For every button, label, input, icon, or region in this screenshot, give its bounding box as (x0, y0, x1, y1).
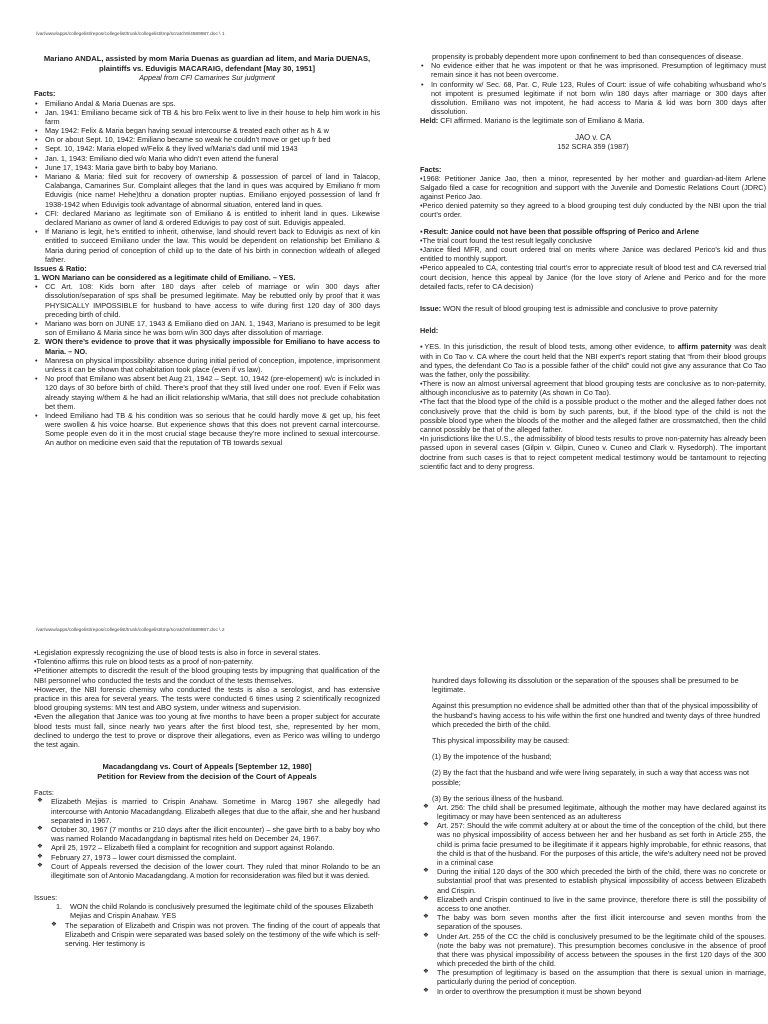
list-item: ❖ April 25, 1972 – Elizabeth filed a complaint for recognition and support against Rolando. (34, 843, 380, 852)
impossibility-cause-1: (1) By the impotence of the husband; (432, 752, 552, 762)
issues-label-macadangdang: Issues: (34, 893, 58, 903)
jao-continued-item: •Even the allegation that Janice was too young at five months to have been a proper subject for accurate blood tests must fall, since nearly two years after the first blood test, she, represented by her mom, declined to undergo the test to prove or disprove their allegations, even as Perico was willing to undergo the test again. (34, 712, 380, 749)
list-item: ❖ During the initial 120 days of the 300 which preceded the birth of the child, there was no concrete or substantial proof that was presented to establish physical impossibility of access between Elizabeth and Crispin. (420, 867, 766, 895)
jao-continued-item: •However, the NBI forensic chemisy who conducted the tests is also a serologist, and has extensive practice in this area for several years. The tests were conducted 6 times using 2 scientifically recognized blood grouping systems: MN test and ABO system, under witness and supervision. (34, 684, 380, 713)
list-item: • May 1942: Felix & Maria began having sexual intercourse & treated each other as h & w (34, 126, 380, 135)
jao-continued-item: •Tolentino affirms this rule on blood tests as a proof of non-paternity. (34, 657, 254, 667)
articles-list (420, 803, 766, 996)
facts-label: Facts: (34, 89, 56, 99)
page-header-path: /var/www/apps/collegelist/repos/collegelist/trunk/collegelist/tmp/scratch9/4589987.doc \ 1 (36, 32, 225, 37)
issue-jao (420, 304, 766, 313)
page-header-path: /var/www/apps/collegelist/repos/collegelist/trunk/collegelist/tmp/scratch9/4589987.doc \ 2 (36, 628, 225, 633)
facts-list-macadangdang (34, 797, 380, 880)
list-item: • Jan. 1, 1943: Emiliano died w/o Maria who didn’t even attend the funeral (34, 154, 380, 163)
page1-right-column (420, 52, 766, 471)
impossibility-intro: This physical impossibility may be caused: (432, 735, 570, 745)
case-title-macadangdang: Macadangdang vs. Court of Appeals [September 12, 1980] (102, 762, 312, 772)
list-item: • Sept. 10, 1942: Maria eloped w/Felix & they lived w/Maria’s dad until mid 1943 (34, 144, 380, 153)
list-item: ❖ The presumption of legitimacy is based on the assumption that there is sexual union in marriage, particularly during the period of conception. (420, 968, 766, 986)
list-item: • In conformity w/ Sec. 68, Par. C, Rule 123, Rules of Court: issue of wife cohabiting w/husband who’s not impotent is presumed legitimate if not born w/in 180 days after marriage or 300 days after dissolution. Emiliano was not impotent, he had access to Maria & kid was born 300 days after dissolution. (420, 80, 766, 117)
held-jao-part-b: was dealt with in Co Tao v. CA where the court held that the NBI expert’s report stating that “from their blood groups and types, the defendant Co Tao is a possible father of the child” could not give any assurance that Co Tao was the father, only the possibility. (420, 342, 766, 379)
held-label-jao: Held: (420, 326, 439, 336)
facts-label-macadangdang: Facts: (34, 788, 54, 798)
list-item: ❖ Art. 256: The child shall be presumed legitimate, although the mother may have declared against its legitimacy or may have been sentenced as an adulteress (420, 803, 766, 821)
issue-1-heading: 1. WON Mariano can be considered as a legitimate child of Emiliano. – YES. (34, 273, 296, 283)
case-title-andal: Mariano ANDAL, assisted by mom Maria Duenas as guardian ad litem, and Maria DUENAS, plaintiffs vs. Eduvigis MACARAIG, defendant [May 30, 1951] (43, 54, 371, 73)
page2-right-column (420, 676, 766, 996)
list-item: ❖ Elizabeth and Crispin continued to live in the same province, therefore there is still the possibility of access to one another. (420, 895, 766, 913)
held-item: •In jurisdictions like the U.S., the admissibility of blood tests results to prove non-paternity has already been passed upon in several cases (Gilpin v. Gilpin, Cuneo v. Cuneo and Clark v. Rysedorph). The important doctrine from such cases is that to reject competent medical testimony would be tantamount to rejecting scientific fact and to deny progress. (420, 434, 766, 471)
andal-continued-list (420, 61, 766, 116)
list-item: • Indeed Emiliano had TB & his condition was so serious that he could hardly move & get up, his feet were swollen & his voice hoarse. But experience shows that this does not prevent carnal intercourse. Some people even do it in the most crucial stage because they’re more inclined to sexual intercourse. An author on medicine even said that the reputation of TB towards sexual (34, 411, 380, 448)
article-255-rebuttal: Against this presumption no evidence shall be admitted other than that of the physical impossibility of the husband’s having access to his wife within the first one hundred and twenty days of three hundred which preceded the birth of the child. (432, 701, 761, 729)
list-item: • CFI: declared Mariano as legitimate son of Emiliano & is entitled to inherit land in ques. Likewise declared Mariano as owner of land & ordered Eduvigis to pay cost of suit. Eduvigis appealed. (34, 209, 380, 227)
held-item: •There is now an almost universal agreement that blood grouping tests are conclusive as to non-paternity, although inconclusive as to paternity (As shown in Co Tao). (420, 379, 766, 398)
list-item: • Manresa on physical impossibility: absence during initial period of conception, impotence, imprisonment unless it can be shown that cohabitation took place (even if vs law). (34, 356, 380, 374)
issue-2-heading (34, 337, 380, 355)
held-item: •The fact that the blood type of the child is a possible product o the mother and the alleged father does not conclusively prove that the child is born by such parents, but, if the blood type of the child is not the possible blood type when the bloods of the mother and the alleged father are crossmatched, then the child cannot possibly be that of the alleged father. (420, 397, 766, 434)
result-label: ▪ Result: (420, 227, 448, 236)
result-item: •Janice filed MFR, and court ordered trial on merits where Janice was declared Perico’s kid and thus entitled to monthly support. (420, 245, 766, 264)
list-item: • Jan. 1941: Emiliano became sick of TB & his bro Felix went to live in their house to help him work in his farm (34, 108, 380, 126)
facts-list-andal (34, 99, 380, 264)
case-citation-jao: 152 SCRA 359 (1987) (557, 142, 629, 152)
list-item: • If Mariano is legit, he’s entitled to inherit, otherwise, land should revert back to Eduvigis as next of kin entitled to succeed Emiliano under the law. This would be dependent on relationship bet Emiliano & Maria during period of conception of child up to the date of his birth in connection w/death of alleged father. (34, 227, 380, 264)
issue-2-list (34, 356, 380, 448)
held-jao-emphasis: affirm paternity (677, 342, 732, 352)
issue-text: WON the child Rolando is conclusively presumed the legitimate child of the spouses Elizabeth Mejias and Crispin Anahaw. YES (70, 902, 374, 921)
jao-continued-item: •Legislation expressly recognizing the use of blood tests is also in force in several states. (34, 648, 321, 657)
list-item: ❖ The separation of Elizabeth and Crispin was not proven. The finding of the court of appeals that Elizabeth and Crispin were separated was based solely on the testimony of the wife which is self-serving. Her testimony is (48, 921, 380, 949)
list-item (56, 902, 380, 920)
list-item: ❖ October 30, 1967 (7 months or 210 days after the illicit encounter) – she gave birth to a baby boy who was named Rolando Macadangdang in baptismal rites held on December 24, 1967. (34, 825, 380, 843)
held-text: CFI affirmed. Mariano is the legitimate son of Emiliano & Maria. (438, 116, 645, 126)
list-item: • June 17, 1943: Maria gave birth to baby boy Mariano. (34, 163, 380, 172)
document-page-2 (0, 600, 768, 1024)
list-item: ❖ Under Art. 255 of the CC the child is conclusively presumed to be the legitimate child of the spouses. (note the baby was not premature). This presumption becomes conclusive in the absence of proof that there was physical impossibility of access between the spouses in the first 120 days of the 300 which preceded the birth of the child. (420, 932, 766, 969)
result-item: •The trial court found the test result legally conclusive (420, 235, 593, 245)
list-item: ❖ Court of Appeals reversed the decision of the lower court. They ruled that minor Rolando to be an illegitimate son of Antonio Macadangdang. A motion for reconsideration was filed but it was denied. (34, 862, 380, 880)
result-heading (420, 227, 766, 236)
list-item: ❖ Elizabeth Mejias is married to Crispin Anahaw. Sometime in Marcg 1967 she allegedly had intercourse with Antonio Macadangdang. Elizabeth alleges that due to the affair, she and her husband separated in 1967. (34, 797, 380, 825)
list-item: • On or about Sept. 10, 1942: Emiliano became so weak he couldn’t move or get up fr bed (34, 135, 380, 144)
impossibility-cause-3: (3) By the serious illness of the husband. (432, 793, 564, 803)
article-255-continued: hundred days following its dissolution or the separation of the spouses shall be presumed to be legitimate. (432, 676, 739, 695)
held-jao-part-a: YES. In this jurisdiction, the result of blood tests, among other evidence, to (424, 342, 678, 352)
list-item: • Mariano & Maria: filed suit for recovery of ownership & possession of parcel of land in Talacop, Calabanga, Camarines Sur. Complaint alleges that the land in ques was acquired by Emiliano fr mom Eduvigis (nice name! Hehe)thru a donation propter nuptias. Emiliano enjoyed possession of land fr 1938-1942 when Eduvigis took advantage of abnormal situation, entered land in ques. (34, 172, 380, 209)
case-subtitle-macadangdang: Petition for Review from the decision of the Court of Appeals (97, 771, 317, 781)
list-item: ❖ The baby was born seven months after the first illicit intercourse and seven months from the separation of the spouses. (420, 913, 766, 931)
list-item: • Mariano was born on JUNE 17, 1943 & Emiliano died on JAN. 1, 1943, Mariano is presumed to be legit son of Emiliano & Maria since he was born w/in 300 days after dissolution of marriage. (34, 319, 380, 337)
issue-1-list (34, 282, 380, 337)
jao-continued-item: •Petitioner attempts to discredit the result of the blood grouping tests by impugning that qualification of the NBI personnel who conducted the tests and the conduct of the tests themselves. (34, 666, 380, 685)
result-item: •Perico appealed to CA, contesting trial court’s error to appreciate result of blood test and CA reversed trial court decision, hence this appeal by Janice (for the love story of Arlene and Perico and for the more detailed facts, refer to CA decision) (420, 263, 766, 291)
list-item: • Emiliano Andal & Maria Duenas are sps. (34, 99, 380, 108)
case-subtitle-andal: Appeal from CFI Camarines Sur judgment (139, 73, 275, 83)
issue-2-number: 2. (34, 337, 41, 347)
list-item: • No evidence either that he was impotent or that he was imprisoned. Presumption of legitimacy must remain since it has not been overcome. (420, 61, 766, 79)
issues-list-macadangdang (34, 902, 380, 920)
issue-2-text: WON there’s evidence to prove that it was physically impossible for Emiliano to have access to Maria. – NO. (45, 337, 380, 356)
issues-label: Issues & Ratio: (34, 263, 87, 273)
impossibility-cause-2: (2) By the fact that the husband and wife were living separately, in such a way that access was not possible; (432, 768, 750, 787)
page2-left-column (34, 648, 380, 948)
issue-label: Issue: (420, 303, 442, 313)
result-text: Janice could not have been that possible offspring of Perico and Arlene (448, 226, 700, 236)
list-item: ❖ Art. 257: Should the wife commit adultery at or about the time of the conception of the child, but there was no physical impossibility of access between her and her husband as set forth in Article 255, the child is prima facie presumed to be illegitimate if it appears highly improbable, for ethnic reasons, that the child is that of the husband. For the purposes of this article, the wife’s adultery need not be proved in a criminal case (420, 821, 766, 867)
jao-fact-1: •1968: Petitioner Janice Jao, then a minor, represented by her mother and guardian-ad-litem Arlene Salgado filed a case for recognition and support with the Juvenile and Domestic Relations Court (JDRC) against Perico Jao. (420, 173, 766, 202)
list-item: • No proof that Emilano was absent bet Aug 21, 1942 – Sept. 10, 1942 (pre-elopement) w/c is included in 120 days of 30 before birth of child. There’s proof that they still lived under one roof. Even if Felix was already staying w/them & he had an illicit relationship w/Maria, that still does not preclude cohabitation bet them. (34, 374, 380, 411)
case-title-jao: JAO v. CA (575, 132, 611, 142)
issue-number: 1. (56, 902, 63, 912)
issue-text: WON the result of blood grouping test is admissible and conclusive to prove paternity (441, 303, 718, 313)
held-label: Held: (420, 116, 439, 126)
held-jao-text (420, 342, 766, 379)
held-andal (420, 116, 766, 125)
facts-label-jao: Facts: (420, 164, 442, 174)
list-item: ❖ February 27, 1973 – lower court dismissed the complaint. (34, 853, 380, 862)
list-item: ❖ In order to overthrow the presumption it must be shown beyond (420, 987, 766, 996)
list-item: • CC Art. 108: Kids born after 180 days after celeb of marriage or w/in 300 days after dissolution/separation of sps shall be presumed legitimate. May be rebutted only by proof that it was PHYSICALLY IMPOSSIBLE for husband to have access to wife during first 120 day of 300 days preceding birth of child. (34, 282, 380, 319)
jao-fact-2: •Perico denied paternity so they agreed to a blood grouping test duly conducted by the NBI upon the trial court’s order. (420, 201, 766, 220)
continuation-text: propensity is probably dependent more upon confinement to bed than consequences of disease. (432, 52, 744, 61)
issue-1-list-macadangdang (34, 921, 380, 949)
page1-left-column (34, 54, 380, 448)
